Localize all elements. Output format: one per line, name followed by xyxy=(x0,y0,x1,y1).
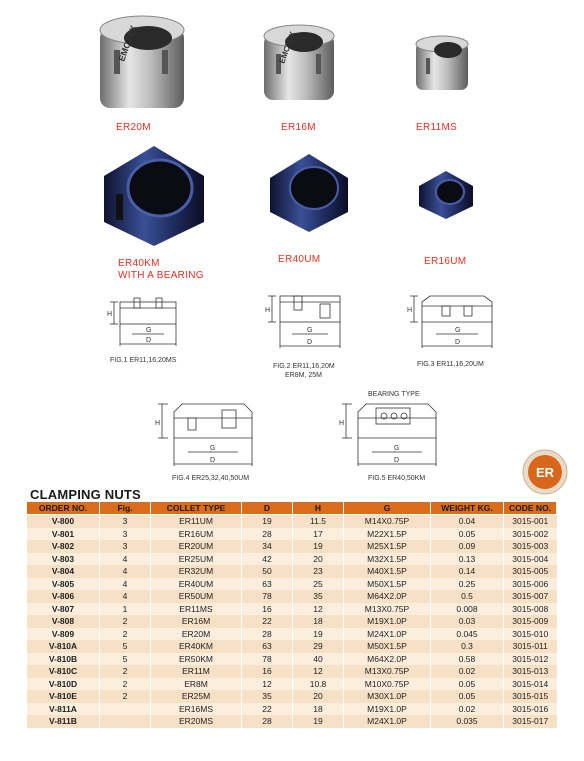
dim-h-label: H xyxy=(107,311,113,318)
cell-order-no: V-810D xyxy=(27,678,100,691)
cell-collet-type: ER25M xyxy=(151,690,242,703)
cell-code-no: 3015-014 xyxy=(504,678,557,691)
cell-d: 63 xyxy=(242,578,293,591)
cell-h: 23 xyxy=(293,565,344,578)
cell-h: 18 xyxy=(293,703,344,716)
cell-code-no: 3015-009 xyxy=(504,615,557,628)
cell-weight: 0.02 xyxy=(431,665,504,678)
fig1-drawing xyxy=(104,296,192,354)
col-header-code-no: CODE NO. xyxy=(504,502,557,515)
er40km-nut-image xyxy=(98,140,210,250)
cell-fig xyxy=(100,703,151,716)
cell-g: M25X1.5P xyxy=(344,540,431,553)
cell-d: 42 xyxy=(242,553,293,566)
cell-g: M32X1.5P xyxy=(344,553,431,566)
cell-weight: 0.05 xyxy=(431,690,504,703)
cell-code-no: 3015-017 xyxy=(504,715,557,728)
cell-fig: 1 xyxy=(100,603,151,616)
cell-code-no: 3015-013 xyxy=(504,665,557,678)
er11ms-nut-image xyxy=(412,32,472,98)
cell-weight: 0.3 xyxy=(431,640,504,653)
table-row xyxy=(27,640,557,653)
svg-text:D: D xyxy=(455,339,461,346)
cell-weight: 0.05 xyxy=(431,678,504,691)
product-label-er11ms: ER11MS xyxy=(416,122,458,133)
cell-weight: 0.09 xyxy=(431,540,504,553)
cell-h: 35 xyxy=(293,590,344,603)
cell-weight: 0.03 xyxy=(431,615,504,628)
cell-order-no: V-810A xyxy=(27,640,100,653)
cell-code-no: 3015-003 xyxy=(504,540,557,553)
cell-weight: 0.02 xyxy=(431,703,504,716)
cell-fig: 2 xyxy=(100,678,151,691)
product-label-er40km: ER40KM WITH A BEARING xyxy=(118,258,204,281)
cell-fig: 3 xyxy=(100,540,151,553)
cell-fig: 4 xyxy=(100,578,151,591)
table-header-row xyxy=(27,502,557,515)
fig1-caption: FIG.1 ER11,16,20MS xyxy=(110,357,177,364)
cell-weight: 0.14 xyxy=(431,565,504,578)
cell-h: 19 xyxy=(293,628,344,641)
col-header-h: H xyxy=(293,502,344,515)
svg-text:H: H xyxy=(155,420,161,427)
cell-fig: 3 xyxy=(100,528,151,541)
cell-collet-type: ER16MS xyxy=(151,703,242,716)
cell-g: M40X1.5P xyxy=(344,565,431,578)
cell-order-no: V-802 xyxy=(27,540,100,553)
cell-h: 17 xyxy=(293,528,344,541)
section-title: CLAMPING NUTS xyxy=(30,487,141,502)
cell-fig: 2 xyxy=(100,628,151,641)
col-header-order-no: ORDER NO. xyxy=(27,502,100,515)
cell-d: 34 xyxy=(242,540,293,553)
cell-code-no: 3015-008 xyxy=(504,603,557,616)
cell-code-no: 3015-004 xyxy=(504,553,557,566)
cell-g: M14X0.75P xyxy=(344,515,431,528)
clamping-nuts-table xyxy=(26,501,557,728)
cell-order-no: V-801 xyxy=(27,528,100,541)
cell-fig: 3 xyxy=(100,515,151,528)
cell-code-no: 3015-016 xyxy=(504,703,557,716)
er16um-nut-image xyxy=(416,168,476,222)
product-label-er20m: ER20M xyxy=(116,122,151,133)
cell-fig: 5 xyxy=(100,653,151,666)
fig5-caption: FIG.5 ER40,50KM xyxy=(368,475,426,482)
cell-collet-type: ER20M xyxy=(151,628,242,641)
fig4-caption: FIG.4 ER25,32,40,50UM xyxy=(172,475,250,482)
svg-text:D: D xyxy=(307,339,313,346)
cell-weight: 0.035 xyxy=(431,715,504,728)
cell-weight: 0.045 xyxy=(431,628,504,641)
cell-collet-type: ER25UM xyxy=(151,553,242,566)
fig2-drawing xyxy=(262,292,356,354)
table-row xyxy=(27,565,557,578)
col-header-fig: Fig. xyxy=(100,502,151,515)
cell-weight: 0.13 xyxy=(431,553,504,566)
er40um-nut-image xyxy=(266,150,352,236)
table-row xyxy=(27,590,557,603)
cell-code-no: 3015-011 xyxy=(504,640,557,653)
cell-code-no: 3015-006 xyxy=(504,578,557,591)
cell-fig: 2 xyxy=(100,665,151,678)
cell-fig: 5 xyxy=(100,640,151,653)
cell-weight: 0.04 xyxy=(431,515,504,528)
cell-d: 35 xyxy=(242,690,293,703)
cell-g: M24X1.0P xyxy=(344,715,431,728)
cell-code-no: 3015-001 xyxy=(504,515,557,528)
er20m-nut-image xyxy=(92,10,192,120)
cell-order-no: V-810B xyxy=(27,653,100,666)
cell-code-no: 3015-010 xyxy=(504,628,557,641)
cell-g: M30X1.0P xyxy=(344,690,431,703)
svg-text:D: D xyxy=(394,457,400,464)
cell-order-no: V-804 xyxy=(27,565,100,578)
cell-collet-type: ER20MS xyxy=(151,715,242,728)
cell-collet-type: ER50KM xyxy=(151,653,242,666)
cell-collet-type: ER8M xyxy=(151,678,242,691)
fig4-drawing xyxy=(152,400,264,472)
cell-collet-type: ER50UM xyxy=(151,590,242,603)
fig3-caption: FIG.3 ER11,16,20UM xyxy=(417,361,484,368)
cell-order-no: V-803 xyxy=(27,553,100,566)
table-row xyxy=(27,665,557,678)
product-label-er16um: ER16UM xyxy=(424,256,467,267)
cell-g: M50X1.5P xyxy=(344,640,431,653)
table-row xyxy=(27,703,557,716)
svg-text:H: H xyxy=(265,307,271,314)
cell-d: 16 xyxy=(242,665,293,678)
cell-g: M64X2.0P xyxy=(344,590,431,603)
fig5-drawing xyxy=(336,400,448,472)
cell-collet-type: ER32UM xyxy=(151,565,242,578)
cell-order-no: V-810C xyxy=(27,665,100,678)
cell-collet-type: ER20UM xyxy=(151,540,242,553)
cell-h: 19 xyxy=(293,715,344,728)
cell-order-no: V-810E xyxy=(27,690,100,703)
cell-h: 11.5 xyxy=(293,515,344,528)
cell-fig xyxy=(100,715,151,728)
table-row xyxy=(27,690,557,703)
svg-text:H: H xyxy=(407,307,413,314)
col-header-d: D xyxy=(242,502,293,515)
cell-collet-type: ER16M xyxy=(151,615,242,628)
cell-fig: 2 xyxy=(100,690,151,703)
cell-h: 10.8 xyxy=(293,678,344,691)
cell-code-no: 3015-007 xyxy=(504,590,557,603)
table-row xyxy=(27,615,557,628)
svg-text:ER: ER xyxy=(535,465,555,480)
cell-code-no: 3015-005 xyxy=(504,565,557,578)
cell-d: 16 xyxy=(242,603,293,616)
cell-g: M13X0.75P xyxy=(344,603,431,616)
fig3-drawing xyxy=(404,292,500,354)
svg-text:G: G xyxy=(307,327,313,334)
cell-order-no: V-809 xyxy=(27,628,100,641)
svg-text:G: G xyxy=(455,327,461,334)
cell-d: 22 xyxy=(242,615,293,628)
cell-collet-type: ER16UM xyxy=(151,528,242,541)
cell-d: 19 xyxy=(242,515,293,528)
table-row xyxy=(27,540,557,553)
col-header-collet-type: COLLET TYPE xyxy=(151,502,242,515)
cell-g: M24X1.0P xyxy=(344,628,431,641)
cell-fig: 4 xyxy=(100,553,151,566)
cell-d: 12 xyxy=(242,678,293,691)
table-row xyxy=(27,628,557,641)
cell-fig: 2 xyxy=(100,615,151,628)
cell-weight: 0.25 xyxy=(431,578,504,591)
cell-g: M19X1.0P xyxy=(344,703,431,716)
table-row xyxy=(27,653,557,666)
cell-code-no: 3015-002 xyxy=(504,528,557,541)
cell-h: 20 xyxy=(293,690,344,703)
product-label-er40um: ER40UM xyxy=(278,254,321,265)
cell-g: M22X1.5P xyxy=(344,528,431,541)
table-row xyxy=(27,578,557,591)
cell-collet-type: ER40UM xyxy=(151,578,242,591)
svg-text:D: D xyxy=(210,457,216,464)
cell-h: 40 xyxy=(293,653,344,666)
cell-d: 78 xyxy=(242,653,293,666)
cell-order-no: V-806 xyxy=(27,590,100,603)
table-row xyxy=(27,528,557,541)
fig2-caption: FIG.2 ER11,16,20M ER8M, 25M xyxy=(273,363,335,379)
cell-g: M19X1.0P xyxy=(344,615,431,628)
er-badge-icon xyxy=(522,449,568,495)
cell-order-no: V-800 xyxy=(27,515,100,528)
cell-d: 78 xyxy=(242,590,293,603)
table-row xyxy=(27,715,557,728)
cell-d: 50 xyxy=(242,565,293,578)
cell-collet-type: ER11UM xyxy=(151,515,242,528)
cell-g: M10X0.75P xyxy=(344,678,431,691)
dim-d-label: D xyxy=(146,337,152,344)
cell-fig: 4 xyxy=(100,590,151,603)
table-row xyxy=(27,678,557,691)
cell-h: 29 xyxy=(293,640,344,653)
cell-h: 12 xyxy=(293,603,344,616)
col-header-weight: WEIGHT KG. xyxy=(431,502,504,515)
cell-order-no: V-811B xyxy=(27,715,100,728)
cell-order-no: V-805 xyxy=(27,578,100,591)
cell-collet-type: ER11MS xyxy=(151,603,242,616)
cell-d: 28 xyxy=(242,715,293,728)
brand-logo: EMCTEX xyxy=(277,30,298,65)
table-row xyxy=(27,515,557,528)
dim-g-label: G xyxy=(146,327,152,334)
cell-h: 18 xyxy=(293,615,344,628)
cell-order-no: V-811A xyxy=(27,703,100,716)
cell-weight: 0.008 xyxy=(431,603,504,616)
svg-text:G: G xyxy=(210,445,216,452)
cell-d: 28 xyxy=(242,528,293,541)
cell-h: 12 xyxy=(293,665,344,678)
cell-g: M64X2.0P xyxy=(344,653,431,666)
er16m-nut-image xyxy=(258,20,340,110)
cell-code-no: 3015-015 xyxy=(504,690,557,703)
cell-d: 22 xyxy=(242,703,293,716)
svg-text:H: H xyxy=(339,420,345,427)
cell-weight: 0.58 xyxy=(431,653,504,666)
cell-collet-type: ER11M xyxy=(151,665,242,678)
cell-g: M50X1.5P xyxy=(344,578,431,591)
cell-code-no: 3015-012 xyxy=(504,653,557,666)
cell-collet-type: ER40KM xyxy=(151,640,242,653)
cell-h: 20 xyxy=(293,553,344,566)
cell-weight: 0.05 xyxy=(431,528,504,541)
cell-d: 28 xyxy=(242,628,293,641)
col-header-g: G xyxy=(344,502,431,515)
bearing-type-label: BEARING TYPE xyxy=(368,391,420,398)
cell-g: M13X0.75P xyxy=(344,665,431,678)
cell-order-no: V-808 xyxy=(27,615,100,628)
cell-order-no: V-807 xyxy=(27,603,100,616)
cell-d: 63 xyxy=(242,640,293,653)
cell-h: 19 xyxy=(293,540,344,553)
cell-weight: 0.5 xyxy=(431,590,504,603)
cell-h: 25 xyxy=(293,578,344,591)
brand-logo: EMCTEX xyxy=(116,24,139,63)
table-row xyxy=(27,603,557,616)
table-row xyxy=(27,553,557,566)
product-label-er16m: ER16M xyxy=(281,122,316,133)
svg-text:G: G xyxy=(394,445,400,452)
cell-fig: 4 xyxy=(100,565,151,578)
